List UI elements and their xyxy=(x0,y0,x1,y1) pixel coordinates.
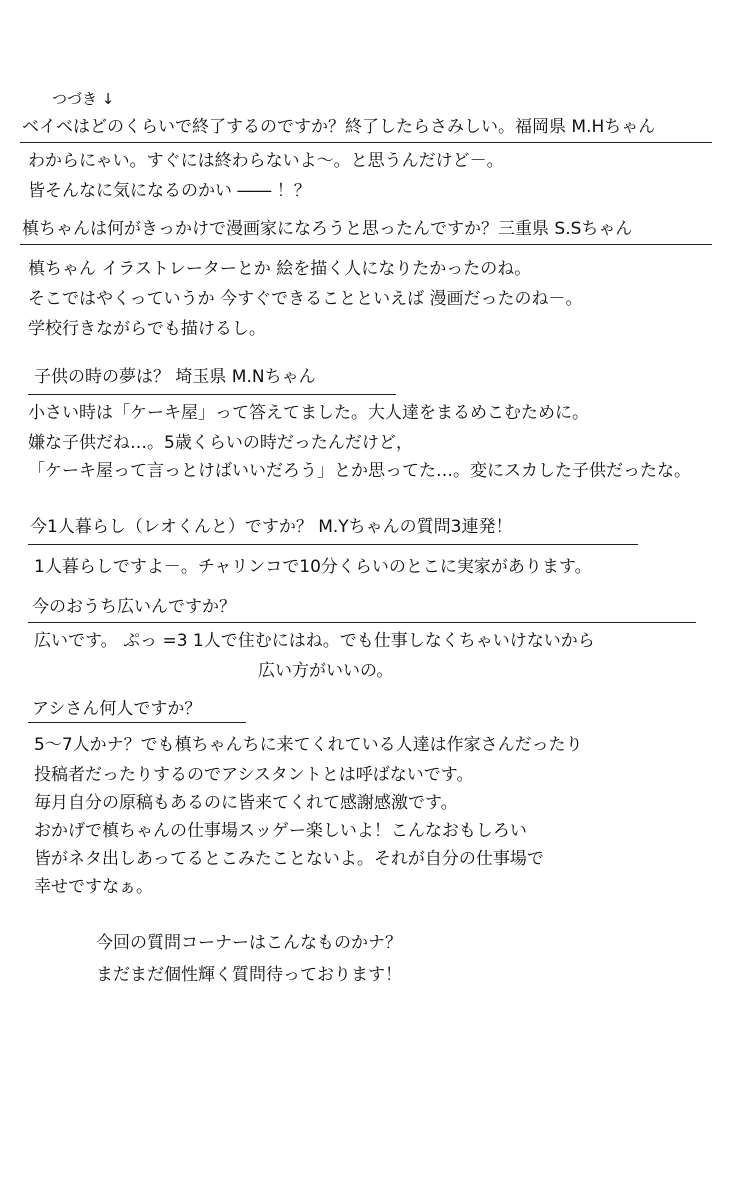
closing-line-1: 今回の質問コーナーはこんなものかナ？ xyxy=(96,933,402,953)
answer-3-line-3: 「ケーキ屋って言っとけばいいだろう」とか思ってた…。変にスカした子供だったな。 xyxy=(28,461,691,481)
answer-6-line-3: 毎月自分の原稿もあるのに皆来てくれて感謝感激です。 xyxy=(34,793,458,813)
continued-note: つづき ↓ xyxy=(52,90,115,108)
question-2-underline xyxy=(20,244,712,245)
question-3-underline xyxy=(28,394,396,395)
answer-3-line-2: 嫌な子供だね…。5歳くらいの時だったんだけど， xyxy=(28,433,413,453)
question-6-underline xyxy=(28,722,246,723)
answer-3-line-1: 小さい時は「ケーキ屋」って答えてました。大人達をまるめこむために。 xyxy=(28,403,589,423)
answer-6-line-6: 幸せですなぁ。 xyxy=(34,877,153,897)
answer-4-line-1: 1人暮らしですよ－。チャリンコで10分くらいのとこに実家があります。 xyxy=(34,557,592,577)
answer-2-line-1: 槙ちゃん イラストレーターとか 絵を描く人になりたかったのね。 xyxy=(28,259,532,279)
answer-6-line-5: 皆がネタ出しあってるとこみたことないよ。それが自分の仕事場で xyxy=(34,849,544,869)
question-3: 子供の時の夢は？ 埼玉県 M.Nちゃん xyxy=(34,367,316,387)
answer-5-line-1: 広いです。 ぷっ =3 1人で住むにはね。でも仕事しなくちゃいけないから xyxy=(34,631,595,651)
answer-5-line-2: 広い方がいいの。 xyxy=(258,661,394,681)
question-4: 今1人暮らし（レオくんと）ですか？ M.Yちゃんの質問3連発！ xyxy=(30,517,513,537)
question-4-underline xyxy=(28,544,638,545)
answer-2-line-2: そこではやくっていうか 今すぐできることといえば 漫画だったのね－。 xyxy=(28,289,583,309)
answer-1-line-1: わからにゃい。すぐには終わらないよ～。と思うんだけど－。 xyxy=(28,151,504,171)
closing-line-2: まだまだ個性輝く質問待っております！ xyxy=(96,965,402,985)
answer-1-line-2: 皆そんなに気になるのかい ―― ！？ xyxy=(28,181,311,201)
answer-2-line-3: 学校行きながらでも描けるし。 xyxy=(28,319,266,339)
question-5-underline xyxy=(28,622,696,623)
answer-6-line-4: おかげで槙ちゃんの仕事場スッゲー楽しいよ！こんなおもしろい xyxy=(34,821,527,841)
question-1: ベイベはどのくらいで終了するのですか？終了したらさみしい。福岡県 M.Hちゃん xyxy=(22,117,656,137)
answer-6-line-1: 5～7人かナ？でも槙ちゃんちに来てくれている人達は作家さんだったり xyxy=(34,735,583,755)
question-2: 槙ちゃんは何がきっかけで漫画家になろうと思ったんですか？三重県 S.Sちゃん xyxy=(22,219,633,239)
question-1-underline xyxy=(20,142,712,143)
question-6: アシさん何人ですか？ xyxy=(32,699,202,719)
question-5: 今のおうち広いんですか？ xyxy=(32,597,236,617)
answer-6-line-2: 投稿者だったりするのでアシスタントとは呼ばないです。 xyxy=(34,765,474,785)
